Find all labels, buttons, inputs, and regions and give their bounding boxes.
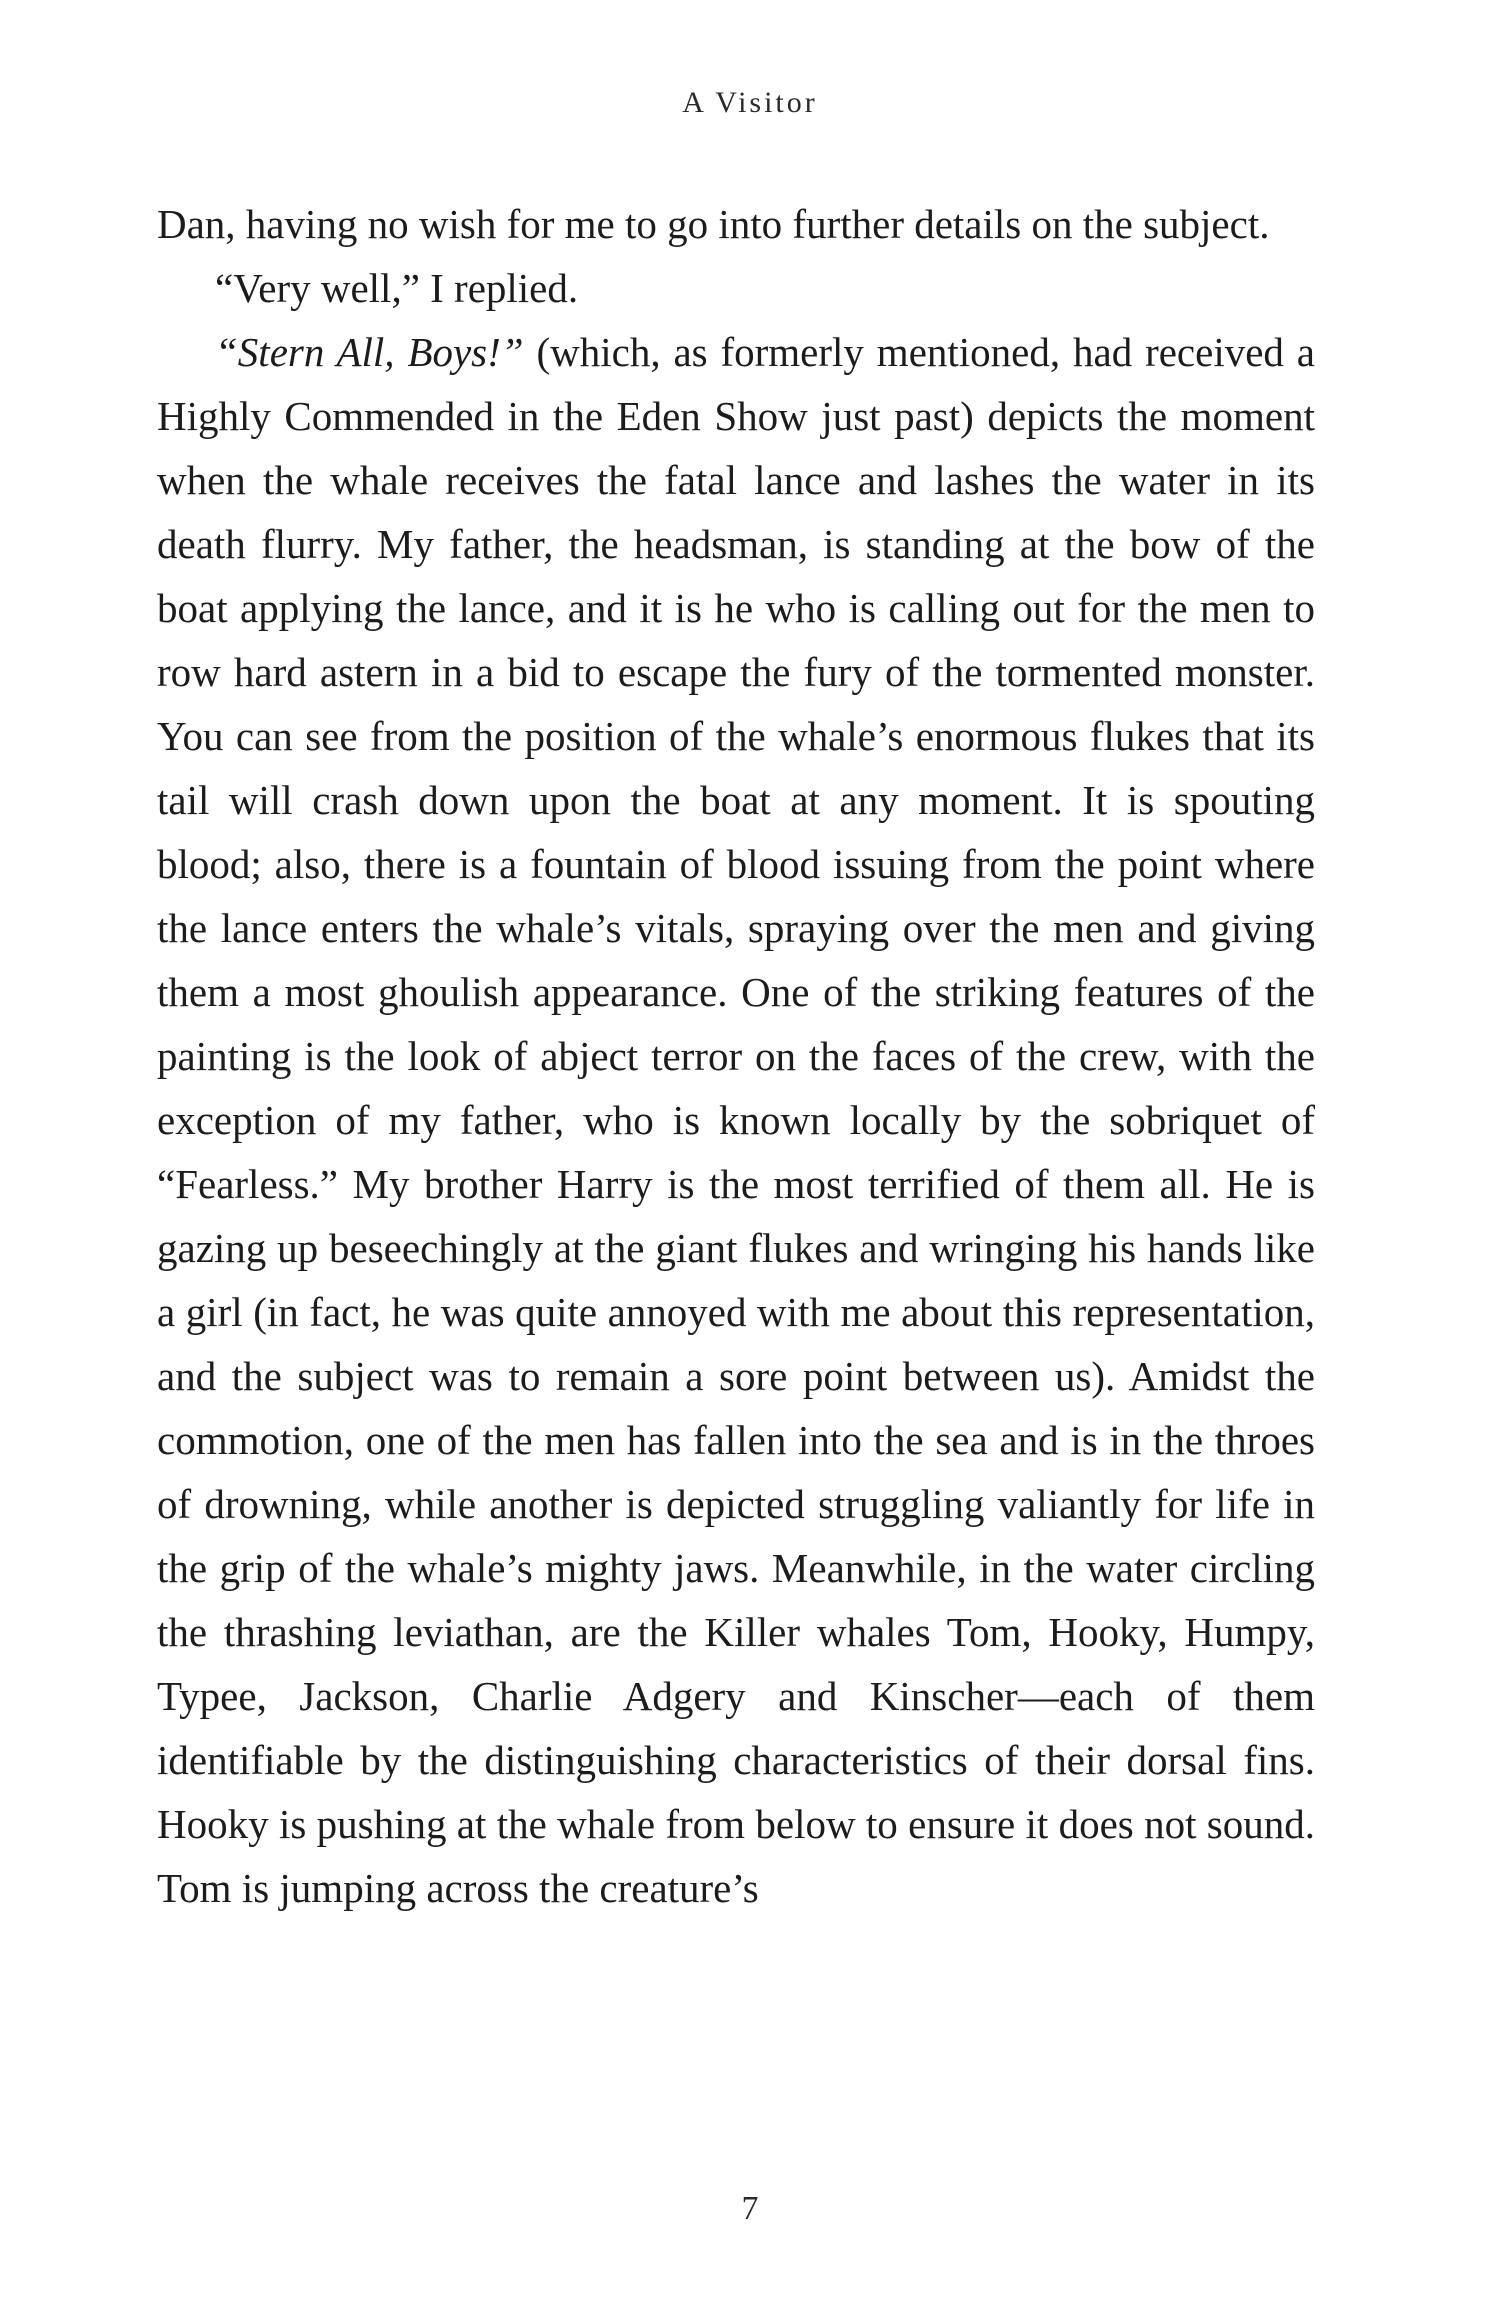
- page-number: 7: [741, 2190, 759, 2227]
- running-head: A Visitor: [682, 86, 818, 119]
- paragraph-3: [157, 320, 1315, 1920]
- paragraph-3-text: (which, as formerly mentioned, had received a Highly Commended in the Eden Show just past) depicts the moment when the whale receives the fatal lance and lashes the water in its death flurry. My father, the headsman, is standing at the bow of the boat applying the lance, and it is he who is calling out for the men to row hard astern in a bid to escape the fury of the tormented monster. You can see from the position of the whale’s enormous flukes that its tail will crash down upon the boat at any moment. It is spouting blood; also, there is a fountain of blood issuing from the point where the lance enters the whale’s vitals, spraying over the men and giving them a most ghoulish appearance. One of the striking features of the painting is the look of abject terror on the faces of the crew, with the exception of my father, who is known locally by the sobriquet of “Fearless.” My brother Harry is the most terrified of them all. He is gazing up beseechingly at the giant flukes and wringing his hands like a girl (in fact, he was quite annoyed with me about this representation, and the subject was to remain a sore point between us). Amidst the commotion, one of the men has fallen into the sea and is in the throes of drowning, while another is depicted struggling valiantly for life in the grip of the whale’s mighty jaws. Meanwhile, in the water circling the thrashing leviathan, are the Killer whales Tom, Hooky, Humpy, Typee, Jackson, Charlie Adgery and Kinscher—each of them identifiable by the distinguishing characteristics of their dorsal fins. Hooky is pushing at the whale from below to ensure it does not sound. Tom is jumping across the creature’s: [157, 329, 1315, 1911]
- painting-title: “Stern All, Boys!”: [215, 329, 524, 375]
- paragraph-2: “Very well,” I replied.: [215, 265, 579, 311]
- body-text: [157, 192, 1315, 1920]
- paragraph-1: Dan, having no wish for me to go into further details on the subject.: [157, 201, 1270, 247]
